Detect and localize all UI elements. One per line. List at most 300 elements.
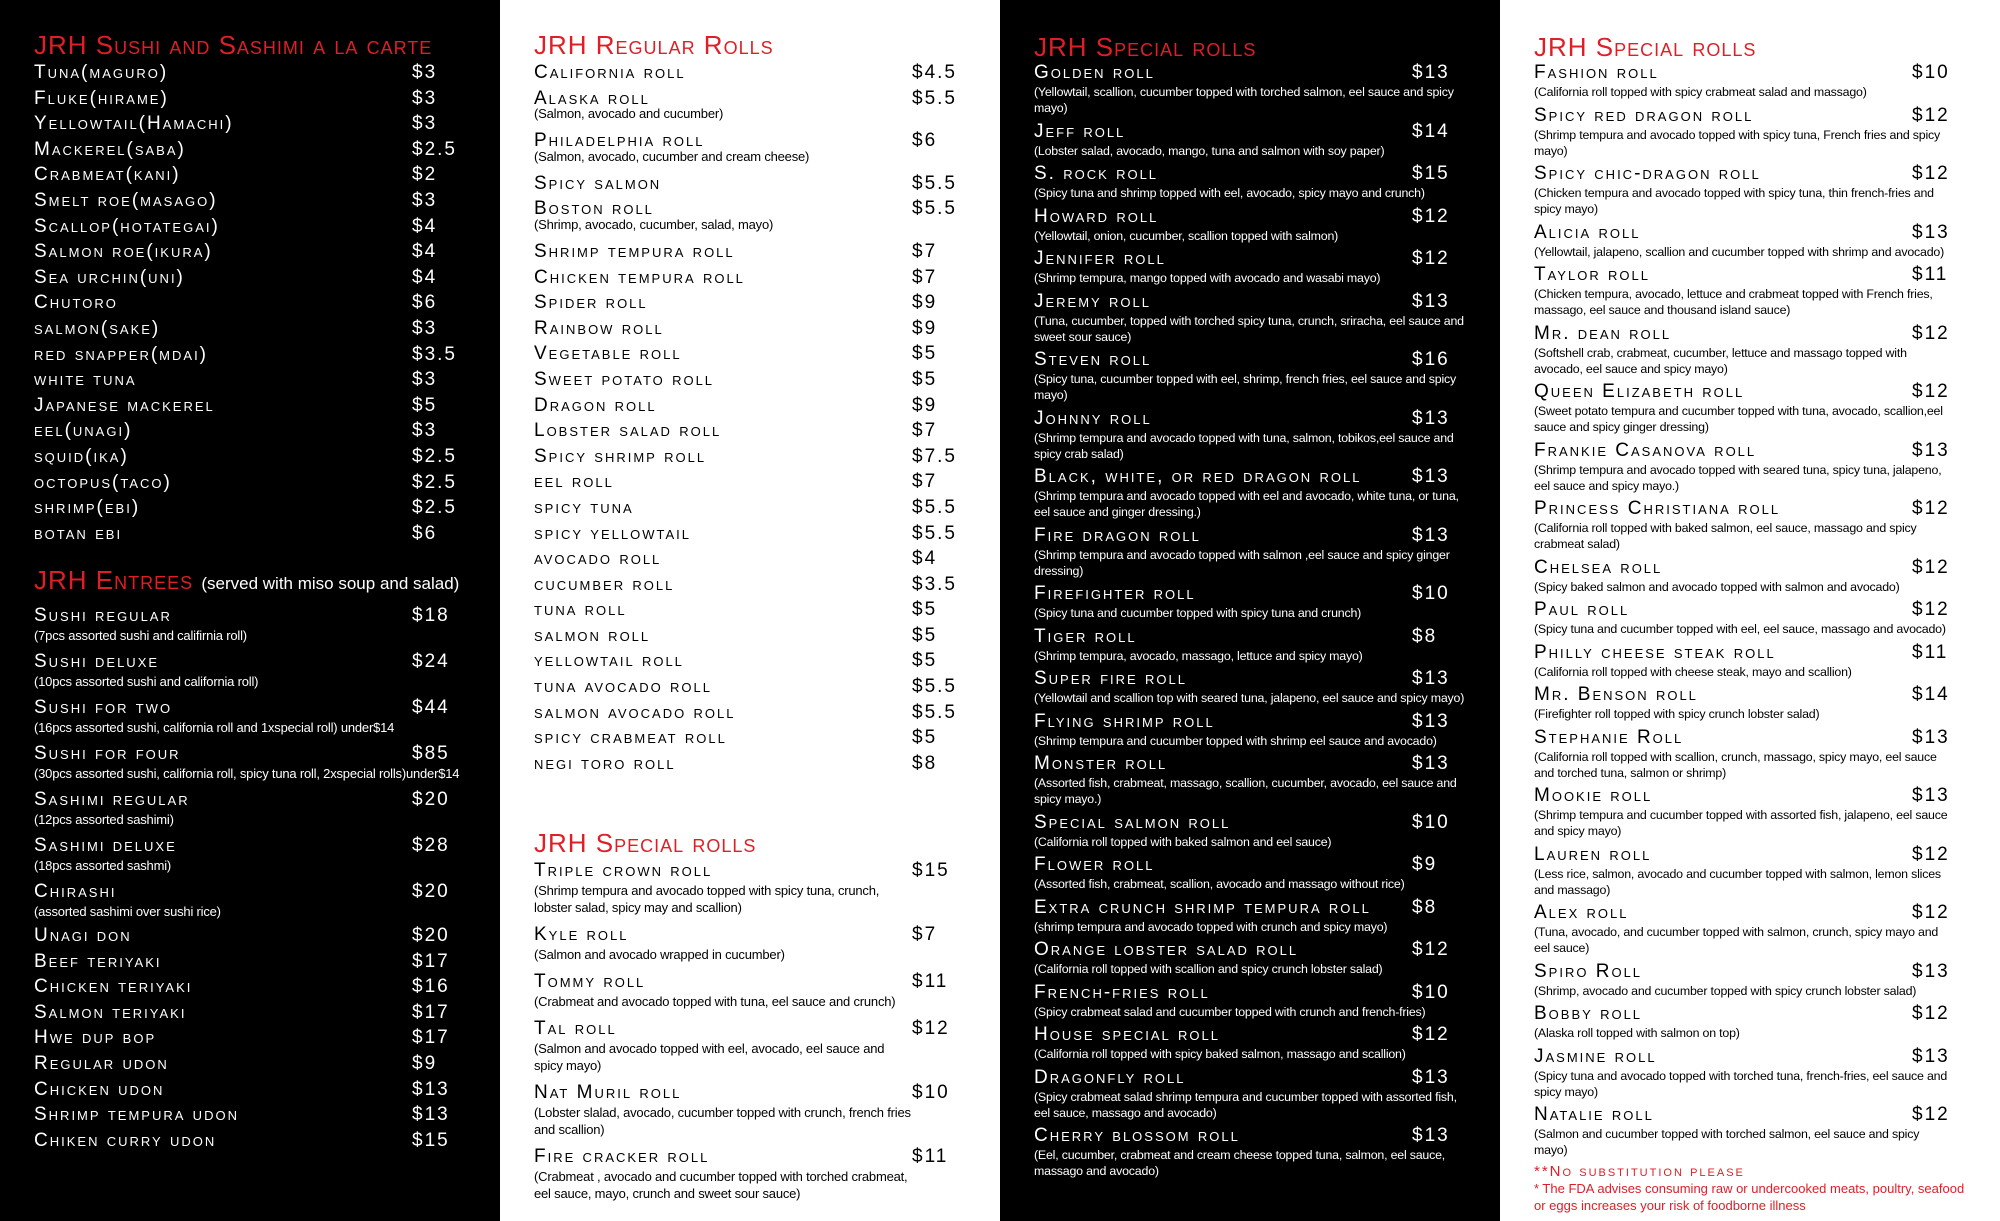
item-price: $12 bbox=[1912, 1003, 1950, 1024]
item-description: (Shrimp tempura, avocado, massago, lettuce and spicy mayo) bbox=[1034, 648, 1363, 663]
menu-item-line bbox=[1534, 961, 1974, 983]
item-name: Philadelphia roll bbox=[534, 130, 705, 152]
item-name: Dragonfly roll bbox=[1034, 1066, 1186, 1088]
item-description: (Chicken tempura, avocado, lettuce and crabmeat topped with French fries, massago, eel sauce and thousand island sauce) bbox=[1534, 287, 1933, 317]
menu-item bbox=[1034, 349, 1474, 403]
menu-item-line bbox=[534, 860, 974, 882]
item-name: Sashimi regular bbox=[34, 789, 190, 810]
menu-item-line bbox=[34, 1128, 474, 1154]
menu-item bbox=[534, 546, 974, 572]
item-description: (Spicy crabmeat salad shrimp tempura and cucumber topped with assorted fish, eel sauce, massago and avocado) bbox=[1034, 1089, 1457, 1120]
item-name: Flying shrimp roll bbox=[1034, 710, 1215, 732]
item-description: (Salmon, avocado, cucumber and cream cheese) bbox=[534, 148, 810, 164]
menu-item bbox=[34, 1000, 474, 1026]
menu-item bbox=[534, 265, 974, 291]
item-description: (Spicy tuna and shrimp topped with eel, avocado, spicy mayo and crunch) bbox=[1034, 186, 1425, 200]
menu-item bbox=[1034, 854, 1474, 892]
item-description: (Shrimp tempura and cucumber topped with assorted fish, jalapeno, eel sauce and spicy mayo) bbox=[1534, 808, 1948, 838]
item-description: (Salmon and avocado topped with eel, avocado, eel sauce and spicy mayo) bbox=[534, 1041, 885, 1073]
menu-item-line bbox=[534, 171, 974, 197]
menu-item-line bbox=[1034, 121, 1474, 143]
menu-item bbox=[34, 214, 474, 240]
item-name: salmon(sake) bbox=[34, 317, 161, 339]
item-price: $12 bbox=[1912, 104, 1950, 126]
item-price: $13 bbox=[1412, 668, 1450, 689]
item-price: $4 bbox=[412, 266, 438, 288]
item-name: Taylor roll bbox=[1534, 264, 1650, 285]
item-name: Salmon teriyaki bbox=[34, 1001, 187, 1023]
menu-item bbox=[534, 597, 974, 623]
item-description: (California roll topped with scallion and spicy crunch lobster salad) bbox=[1034, 962, 1383, 976]
item-price: $13 bbox=[412, 1078, 450, 1100]
item-name: Steven roll bbox=[1034, 349, 1152, 370]
item-name: octopus(taco) bbox=[34, 471, 172, 493]
menu-item-line bbox=[534, 751, 974, 777]
item-name: Bobby roll bbox=[1534, 1003, 1643, 1024]
menu-item bbox=[34, 495, 474, 521]
item-price: $13 bbox=[1912, 960, 1950, 982]
menu-item-line bbox=[1034, 626, 1474, 648]
menu-item bbox=[534, 196, 974, 233]
menu-item-line bbox=[34, 137, 474, 163]
item-price: $16 bbox=[412, 976, 450, 998]
item-name: Vegetable roll bbox=[534, 343, 682, 365]
menu-item bbox=[1034, 206, 1474, 244]
item-price: $13 bbox=[1412, 1066, 1450, 1088]
menu-item-line bbox=[534, 725, 974, 751]
item-price: $3.5 bbox=[912, 573, 957, 595]
item-name: Fluke(hirame) bbox=[34, 87, 169, 109]
item-price: $10 bbox=[1412, 811, 1450, 833]
item-description: (Shrimp tempura and avocado topped with spicy tuna, crunch, lobster salad, spicy may and scallion) bbox=[534, 883, 880, 915]
item-description: (Spicy tuna and cucumber topped with spicy tuna and crunch) bbox=[1034, 606, 1362, 620]
item-description: (California roll topped with spicy crabmeat salad and massago) bbox=[1534, 85, 1867, 99]
item-description: (Salmon and cucumber topped with torched salmon, eel sauce and spicy mayo) bbox=[1534, 1127, 1920, 1157]
item-price: $7 bbox=[912, 266, 938, 288]
menu-item bbox=[1534, 105, 1974, 159]
item-price: $2 bbox=[412, 164, 438, 186]
regular-rolls-heading: JRH Regular Rolls bbox=[534, 30, 774, 60]
item-name: California roll bbox=[534, 62, 686, 83]
item-description: (Spicy tuna, cucumber topped with eel, shrimp, french fries, eel sauce and spicy mayo) bbox=[1034, 372, 1457, 402]
item-price: $5 bbox=[912, 650, 938, 672]
menu-item-line bbox=[1534, 684, 1974, 706]
item-price: $4 bbox=[912, 548, 938, 570]
menu-item-line bbox=[34, 1000, 474, 1026]
menu-item bbox=[534, 700, 974, 726]
menu-item-line bbox=[1034, 291, 1474, 313]
menu-item bbox=[534, 418, 974, 444]
item-price: $9 bbox=[912, 292, 938, 314]
item-name: Hwe dup bop bbox=[34, 1027, 157, 1049]
menu-item-line bbox=[534, 572, 974, 598]
item-name: Mackerel(saba) bbox=[34, 138, 186, 160]
menu-item bbox=[534, 239, 974, 265]
menu-item bbox=[34, 470, 474, 496]
menu-item-line bbox=[34, 316, 474, 342]
item-price: $8 bbox=[1412, 896, 1438, 918]
menu-item bbox=[34, 651, 474, 690]
item-name: Spider roll bbox=[534, 292, 648, 314]
menu-item bbox=[534, 495, 974, 521]
menu-item bbox=[1034, 668, 1474, 706]
menu-item bbox=[34, 265, 474, 291]
item-description: (Sweet potato tempura and cucumber topped with tuna, avocado, scallion,eel sauce and spicy ginger dressing) bbox=[1534, 404, 1943, 434]
item-name: Mr. Benson roll bbox=[1534, 684, 1698, 705]
item-price: $13 bbox=[1912, 221, 1950, 243]
item-description: (Alaska roll topped with salmon on top) bbox=[1534, 1026, 1740, 1040]
item-price: $3 bbox=[412, 62, 438, 83]
special-rolls-heading-b: JRH Special rolls bbox=[1034, 32, 1257, 62]
menu-item bbox=[1534, 902, 1974, 956]
item-description: (Lobster salad, avocado, mango, tuna and salmon with soy paper) bbox=[1034, 143, 1385, 158]
menu-item bbox=[34, 1051, 474, 1077]
item-name: Natalie roll bbox=[1534, 1104, 1654, 1125]
item-description: (16pcs assorted sushi, california roll and 1xspecial roll) under$14 bbox=[34, 720, 395, 735]
item-description: (Shrimp tempura and avocado topped with salmon ,eel sauce and spicy ginger dressing) bbox=[1034, 547, 1450, 578]
item-price: $15 bbox=[912, 860, 950, 881]
item-name: Super fire roll bbox=[1034, 668, 1187, 689]
item-price: $13 bbox=[1412, 466, 1450, 487]
special-rolls-section-c bbox=[1534, 32, 1974, 1214]
menu-item bbox=[34, 418, 474, 444]
item-name: Chicken tempura roll bbox=[534, 266, 745, 288]
entrees-note: (served with miso soup and salad) bbox=[201, 574, 460, 593]
menu-item bbox=[534, 860, 974, 916]
menu-item bbox=[1034, 1125, 1474, 1179]
menu-item bbox=[34, 743, 474, 782]
item-name: Chirashi bbox=[34, 881, 117, 902]
menu-item bbox=[34, 342, 474, 368]
item-price: $20 bbox=[412, 925, 450, 946]
menu-item-line bbox=[534, 239, 974, 265]
regular-rolls-plain-list bbox=[534, 239, 974, 776]
item-price: $5 bbox=[912, 727, 938, 749]
item-description: (10pcs assorted sushi and california roll) bbox=[34, 674, 259, 689]
item-name: Philly cheese steak roll bbox=[1534, 641, 1776, 663]
menu-item bbox=[34, 881, 474, 920]
item-price: $13 bbox=[1412, 710, 1450, 732]
menu-item-line bbox=[1534, 1104, 1974, 1126]
menu-item bbox=[534, 924, 974, 963]
item-price: $10 bbox=[1412, 583, 1450, 604]
item-price: $14 bbox=[1412, 120, 1450, 142]
item-name: Dragon roll bbox=[534, 394, 657, 416]
item-description: (Shrimp tempura and avocado topped with seared tuna, spicy tuna, jalapeno, eel sauce and spicy mayo.) bbox=[1534, 462, 1942, 493]
menu-item bbox=[1534, 961, 1974, 999]
item-description: (Assorted fish, crabmeat, scallion, avocado and massago without rice) bbox=[1034, 877, 1405, 891]
menu-item bbox=[534, 86, 974, 123]
item-name: Boston roll bbox=[534, 198, 654, 220]
menu-item-line bbox=[34, 188, 474, 214]
menu-item-line bbox=[34, 418, 474, 444]
item-name: Chelsea roll bbox=[1534, 556, 1663, 578]
item-price: $18 bbox=[412, 605, 450, 626]
item-name: Spicy red dragon roll bbox=[1534, 104, 1754, 126]
item-price: $3.5 bbox=[412, 343, 457, 365]
item-description: (Shrimp tempura and cucumber topped with shrimp eel sauce and avocado) bbox=[1034, 733, 1437, 748]
menu-item bbox=[534, 751, 974, 777]
menu-item-line bbox=[34, 697, 474, 719]
item-price: $8 bbox=[912, 752, 938, 774]
menu-item-line bbox=[34, 60, 474, 86]
menu-item bbox=[34, 923, 474, 949]
item-price: $9 bbox=[412, 1052, 438, 1074]
item-price: $13 bbox=[1412, 407, 1450, 429]
item-name: Sushi for four bbox=[34, 743, 181, 764]
item-price: $44 bbox=[412, 697, 450, 718]
item-name: Nat Muril roll bbox=[534, 1082, 682, 1103]
item-name: Sushi regular bbox=[34, 605, 172, 626]
item-price: $3 bbox=[412, 189, 438, 211]
item-price: $15 bbox=[412, 1129, 450, 1151]
menu-item-line bbox=[1034, 163, 1474, 185]
menu-item bbox=[1034, 291, 1474, 345]
menu-item-line bbox=[534, 341, 974, 367]
menu-item bbox=[534, 648, 974, 674]
menu-item bbox=[534, 1146, 974, 1202]
menu-item-line bbox=[534, 623, 974, 649]
item-price: $5.5 bbox=[912, 701, 957, 723]
menu-item-line bbox=[1034, 982, 1474, 1004]
item-description: (California roll topped with baked salmon, eel sauce, massago and spicy crabmeat salad) bbox=[1534, 521, 1917, 551]
item-name: Stephanie Roll bbox=[1534, 726, 1684, 748]
menu-item-line bbox=[34, 881, 474, 903]
item-price: $9 bbox=[912, 317, 938, 339]
menu-item bbox=[534, 469, 974, 495]
item-name: Yellowtail(Hamachi) bbox=[34, 113, 234, 135]
menu-item-line bbox=[34, 974, 474, 1000]
menu-item-line bbox=[1534, 323, 1974, 345]
menu-item bbox=[534, 171, 974, 197]
item-name: Alaska roll bbox=[534, 87, 650, 109]
menu-item-line bbox=[1534, 642, 1974, 664]
item-name: Lobster salad roll bbox=[534, 420, 722, 442]
menu-item-line bbox=[534, 1018, 974, 1040]
menu-item-line bbox=[1534, 1046, 1974, 1068]
item-name: Howard roll bbox=[1034, 205, 1159, 227]
item-price: $12 bbox=[1412, 939, 1450, 960]
menu-item bbox=[34, 393, 474, 419]
item-description: (Lobster slalad, avocado, cucumber topped with crunch, french fries and scallion) bbox=[534, 1105, 911, 1137]
item-price: $11 bbox=[912, 1146, 949, 1167]
menu-item-line bbox=[1534, 264, 1974, 286]
item-price: $2.5 bbox=[412, 138, 457, 160]
item-name: Extra crunch shrimp tempura roll bbox=[1034, 896, 1371, 918]
menu-item bbox=[1534, 163, 1974, 217]
menu-item bbox=[1534, 323, 1974, 377]
regular-rolls-section bbox=[534, 30, 974, 776]
menu-item-line bbox=[1034, 939, 1474, 961]
item-name: white tuna bbox=[34, 369, 137, 391]
item-description: (Crabmeat and avocado topped with tuna, eel sauce and crunch) bbox=[534, 994, 896, 1009]
item-description: (Tuna, avocado, and cucumber topped with salmon, crunch, spicy mayo and eel sauce) bbox=[1534, 925, 1939, 955]
item-price: $12 bbox=[1912, 843, 1950, 865]
item-price: $3 bbox=[412, 87, 438, 109]
item-name: House special roll bbox=[1034, 1024, 1220, 1045]
item-price: $7 bbox=[912, 471, 938, 493]
menu-item bbox=[1534, 557, 1974, 595]
menu-item-line bbox=[1534, 163, 1974, 185]
item-description: (Shrimp tempura, mango topped with avocado and wasabi mayo) bbox=[1034, 271, 1381, 285]
menu-item bbox=[534, 128, 974, 165]
item-price: $5 bbox=[912, 343, 938, 365]
item-description: (Less rice, salmon, avocado and cucumber topped with salmon, lemon slices and massago) bbox=[1534, 866, 1941, 897]
item-price: $17 bbox=[412, 1001, 450, 1023]
item-price: $17 bbox=[412, 950, 450, 972]
menu-item bbox=[34, 605, 474, 644]
menu-item-line bbox=[534, 1082, 974, 1104]
item-name: Frankie Casanova roll bbox=[1534, 439, 1757, 461]
menu-item bbox=[1534, 1046, 1974, 1100]
item-name: Sea urchin(uni) bbox=[34, 266, 185, 288]
item-name: tuna roll bbox=[534, 599, 627, 621]
item-description: (Crabmeat , avocado and cucumber topped with torched crabmeat, eel sauce, mayo, crunch and sweet sour sauce) bbox=[534, 1169, 908, 1201]
fda-advisory: * The FDA advises consuming raw or undercooked meats, poultry, seafood or eggs increases your risk of foodborne illness bbox=[1534, 1180, 1965, 1213]
menu-item-line bbox=[1034, 753, 1474, 775]
item-name: Black, white, or red dragon roll bbox=[1034, 466, 1362, 487]
item-name: Crabmeat(kani) bbox=[34, 164, 181, 186]
item-price: $5.5 bbox=[912, 676, 957, 698]
item-price: $2.5 bbox=[412, 471, 457, 493]
item-description: (Yellowtail, onion, cucumber, scallion topped with salmon) bbox=[1034, 228, 1339, 243]
menu-item-line bbox=[34, 605, 474, 627]
menu-item-line bbox=[34, 265, 474, 291]
item-price: $24 bbox=[412, 651, 450, 672]
item-price: $12 bbox=[1912, 498, 1950, 519]
item-price: $5 bbox=[912, 599, 938, 621]
item-name: botan ebi bbox=[34, 522, 123, 544]
menu-item-line bbox=[34, 162, 474, 188]
item-description: (Spicy crabmeat salad and cucumber topped with crunch and french-fries) bbox=[1034, 1004, 1426, 1019]
item-price: $13 bbox=[1412, 753, 1450, 774]
menu-item bbox=[34, 697, 474, 736]
item-price: $3 bbox=[412, 369, 438, 391]
item-name: Tommy roll bbox=[534, 971, 646, 992]
menu-item-line bbox=[1534, 727, 1974, 749]
item-description: (Chicken tempura and avocado topped with spicy tuna, thin french-fries and spicy mayo) bbox=[1534, 186, 1934, 216]
item-name: salmon roll bbox=[534, 624, 651, 646]
item-name: Tuna(maguro) bbox=[34, 62, 169, 83]
item-name: Scallop(hotategai) bbox=[34, 215, 220, 237]
menu-item-line bbox=[1534, 557, 1974, 579]
item-price: $5.5 bbox=[912, 172, 957, 194]
item-name: yellowtail roll bbox=[534, 650, 684, 672]
item-price: $7.5 bbox=[912, 445, 957, 467]
item-price: $9 bbox=[1412, 854, 1438, 875]
item-name: eel roll bbox=[534, 471, 614, 493]
item-description: (Shrimp tempura and avocado topped with eel and avocado, white tuna, or tuna, eel sauce and ginger dressing.) bbox=[1034, 489, 1459, 519]
item-name: Firefighter roll bbox=[1034, 583, 1196, 604]
item-description: (Tuna, cucumber, topped with torched spicy tuna, crunch, sriracha, eel sauce and sweet sour sauce) bbox=[1034, 313, 1464, 344]
item-description: (Shrimp, avocado, cucumber, salad, mayo) bbox=[534, 216, 774, 232]
item-description: (California roll topped with spicy baked salmon, massago and scallion) bbox=[1034, 1047, 1406, 1061]
menu-item-line bbox=[1534, 440, 1974, 462]
menu-item-line bbox=[1534, 381, 1974, 403]
item-price: $2.5 bbox=[412, 445, 457, 467]
menu-item-line bbox=[1034, 248, 1474, 270]
item-description: (Salmon, avocado and cucumber) bbox=[534, 106, 724, 122]
item-price: $5.5 bbox=[912, 198, 957, 220]
menu-item bbox=[534, 316, 974, 342]
item-name: Jeff roll bbox=[1034, 120, 1126, 142]
menu-item-line bbox=[34, 290, 474, 316]
menu-item bbox=[1534, 1104, 1974, 1158]
menu-item bbox=[1534, 684, 1974, 722]
item-price: $20 bbox=[412, 789, 450, 810]
item-name: French-fries roll bbox=[1034, 981, 1210, 1003]
item-description: (18pcs assorted sashmi) bbox=[34, 858, 172, 873]
menu-item-line bbox=[534, 924, 974, 946]
item-name: Fire dragon roll bbox=[1034, 524, 1201, 546]
menu-item-line bbox=[1034, 854, 1474, 876]
menu-item-line bbox=[1034, 525, 1474, 547]
item-name: Alex roll bbox=[1534, 902, 1629, 923]
menu-item-line bbox=[34, 367, 474, 393]
item-price: $5 bbox=[912, 624, 938, 646]
menu-item-line bbox=[34, 444, 474, 470]
item-price: $13 bbox=[1412, 290, 1450, 312]
menu-item bbox=[1534, 642, 1974, 680]
special-rolls-heading-a: JRH Special rolls bbox=[534, 828, 757, 858]
menu-item-line bbox=[34, 789, 474, 811]
menu-item bbox=[34, 1077, 474, 1103]
menu-item-line bbox=[534, 971, 974, 993]
item-price: $12 bbox=[1412, 248, 1450, 269]
item-description: (Spicy tuna and avocado topped with torched tuna, french-fries, eel sauce and spicy mayo) bbox=[1534, 1068, 1948, 1099]
item-name: Jennifer roll bbox=[1034, 248, 1166, 269]
menu-item-line bbox=[1034, 1067, 1474, 1089]
item-price: $12 bbox=[1912, 322, 1950, 344]
column-regular-rolls bbox=[500, 0, 1000, 1221]
item-name: Princess Christiana roll bbox=[1534, 498, 1781, 519]
item-description: (Yellowtail, jalapeno, scallion and cucumber topped with shrimp and avocado) bbox=[1534, 244, 1945, 259]
item-description: (Spicy baked salmon and avocado topped with salmon and avocado) bbox=[1534, 579, 1900, 594]
item-name: Orange lobster salad roll bbox=[1034, 939, 1299, 960]
item-description: (12pcs assorted sashimi) bbox=[34, 812, 174, 827]
menu-item bbox=[1034, 711, 1474, 749]
sushi-list bbox=[34, 60, 474, 546]
menu-item-line bbox=[534, 316, 974, 342]
item-price: $12 bbox=[1912, 381, 1950, 402]
menu-item bbox=[34, 111, 474, 137]
item-name: Fire cracker roll bbox=[534, 1146, 710, 1167]
item-name: Salmon roe(ikura) bbox=[34, 241, 213, 263]
menu-item bbox=[1534, 440, 1974, 494]
item-price: $12 bbox=[1912, 599, 1950, 620]
menu-item-line bbox=[534, 393, 974, 419]
menu-item-line bbox=[1034, 897, 1474, 919]
item-price: $20 bbox=[412, 881, 450, 902]
item-price: $17 bbox=[412, 1027, 450, 1049]
entrees-title: JRH Entrees bbox=[34, 565, 194, 595]
item-price: $16 bbox=[1412, 349, 1450, 370]
item-description: (California roll topped with scallion, crunch, massago, spicy mayo, eel sauce and torched tuna, salmon or shrimp) bbox=[1534, 749, 1937, 780]
menu-item bbox=[534, 572, 974, 598]
item-name: Cherry blossom roll bbox=[1034, 1125, 1240, 1146]
menu-item-line bbox=[1034, 668, 1474, 690]
menu-item bbox=[1534, 222, 1974, 260]
item-price: $3 bbox=[412, 317, 438, 339]
menu-item-line bbox=[534, 444, 974, 470]
item-name: Smelt roe(masago) bbox=[34, 189, 218, 211]
item-name: Spicy shrimp roll bbox=[534, 445, 707, 467]
item-name: Jeremy roll bbox=[1034, 290, 1151, 312]
item-name: tuna avocado roll bbox=[534, 676, 712, 698]
item-price: $5 bbox=[412, 394, 438, 416]
menu-item bbox=[34, 1025, 474, 1051]
item-description: (Assorted fish, crabmeat, massago, scallion, cucumber, avocado, eel sauce and spicy mayo.) bbox=[1034, 776, 1457, 806]
